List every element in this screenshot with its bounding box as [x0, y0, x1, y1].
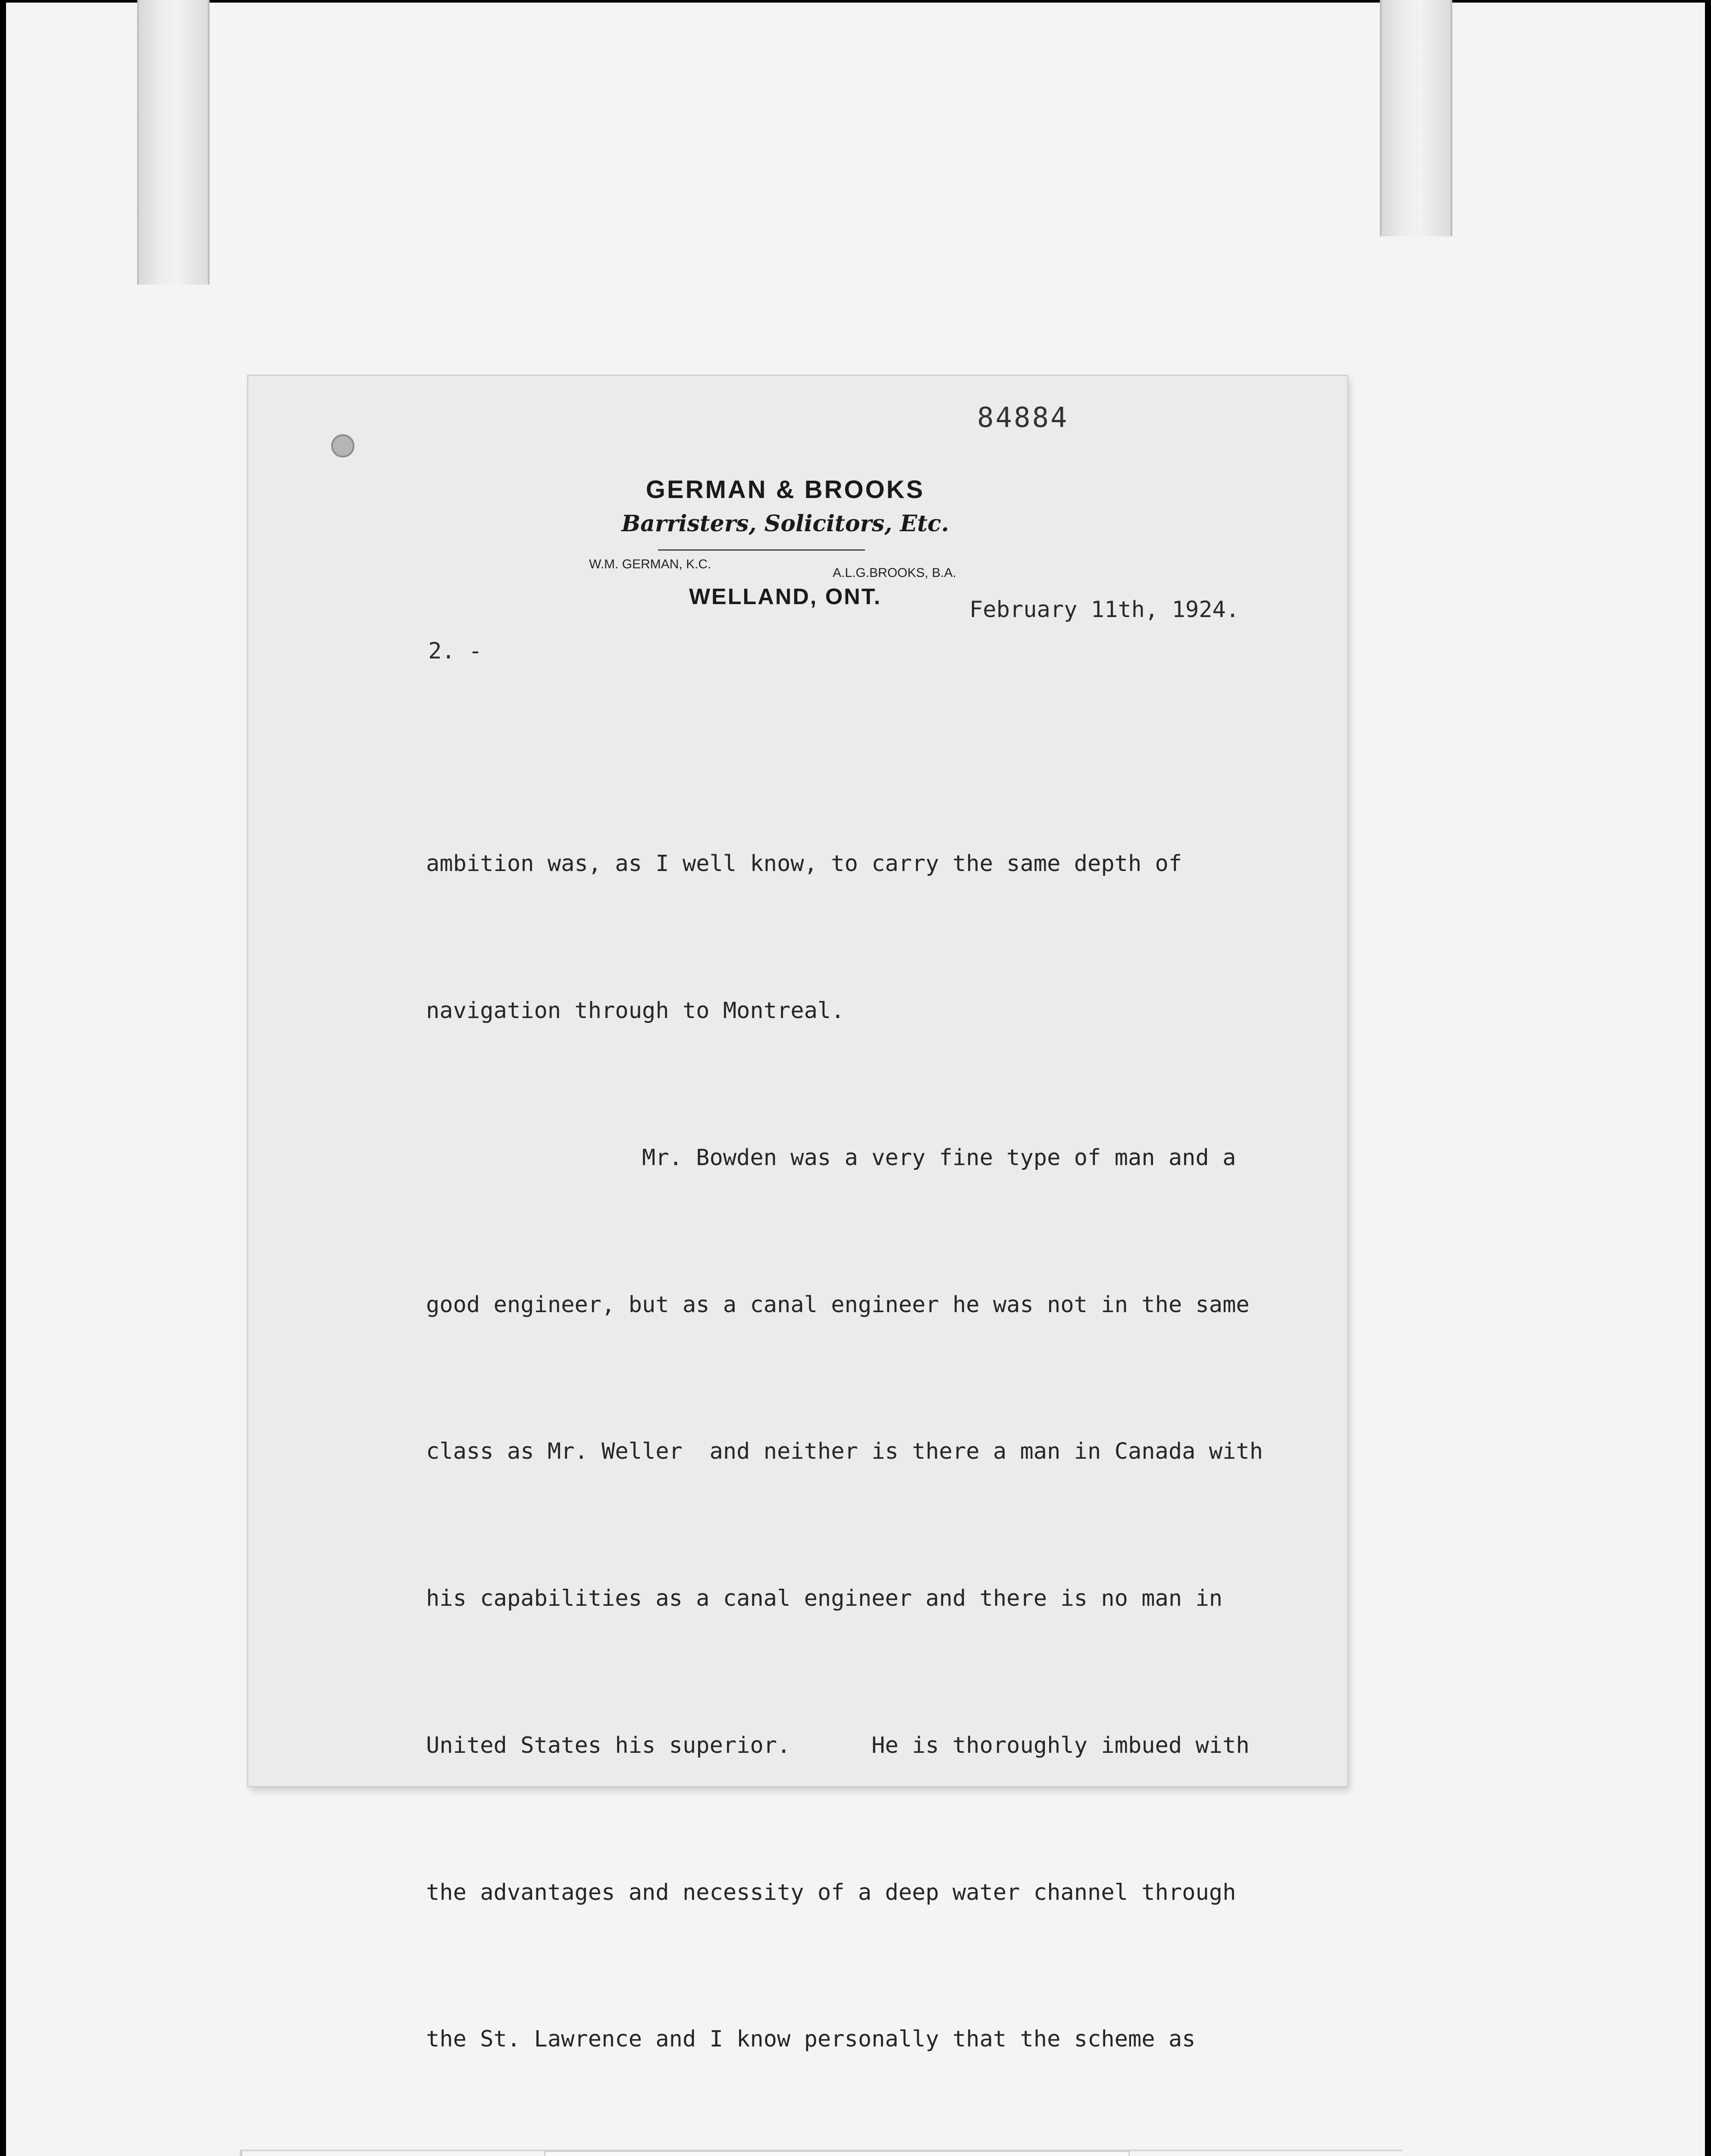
body-line: his capabilities as a canal engineer and there is no man in — [426, 1586, 1223, 1612]
firm-name: GERMAN & BROOKS — [646, 476, 925, 504]
collection-label-box — [544, 2151, 1130, 2156]
body-line: class as Mr. Weller and neither is there a man in Canada with — [426, 1438, 1263, 1465]
partner-right: A.L.G.BROOKS, B.A. — [833, 566, 956, 580]
letter-body — [426, 742, 1271, 2156]
mounting-tape-top-right — [1380, 0, 1452, 236]
letterhead-rule — [658, 549, 865, 551]
body-line: United States his superior. He is thoroughly imbued with — [426, 1732, 1250, 1758]
body-line: ambition was, as I well know, to carry the same depth of — [426, 851, 1182, 877]
mounting-tape-top-left — [137, 0, 210, 285]
firm-city: WELLAND, ONT. — [689, 584, 882, 609]
letter-page — [248, 376, 1347, 2053]
punch-hole — [331, 434, 354, 458]
page-number: 2. - — [428, 638, 483, 664]
body-line: navigation through to Montreal. — [426, 997, 845, 1024]
firm-subtitle: Barristers, Solicitors, Etc. — [621, 511, 949, 537]
letter-date: February 11th, 1924. — [969, 597, 1240, 623]
document-number: 84884 — [977, 402, 1069, 434]
body-line: good engineer, but as a canal engineer he was not in the same — [426, 1291, 1250, 1318]
partner-left: W.M. GERMAN, K.C. — [589, 557, 711, 571]
body-line: the St. Lawrence and I know personally that the scheme as — [426, 2026, 1196, 2053]
body-line: the advantages and necessity of a deep water channel through — [426, 1879, 1236, 1905]
body-line: Mr. Bowden was a very fine type of man and a — [426, 1144, 1236, 1171]
